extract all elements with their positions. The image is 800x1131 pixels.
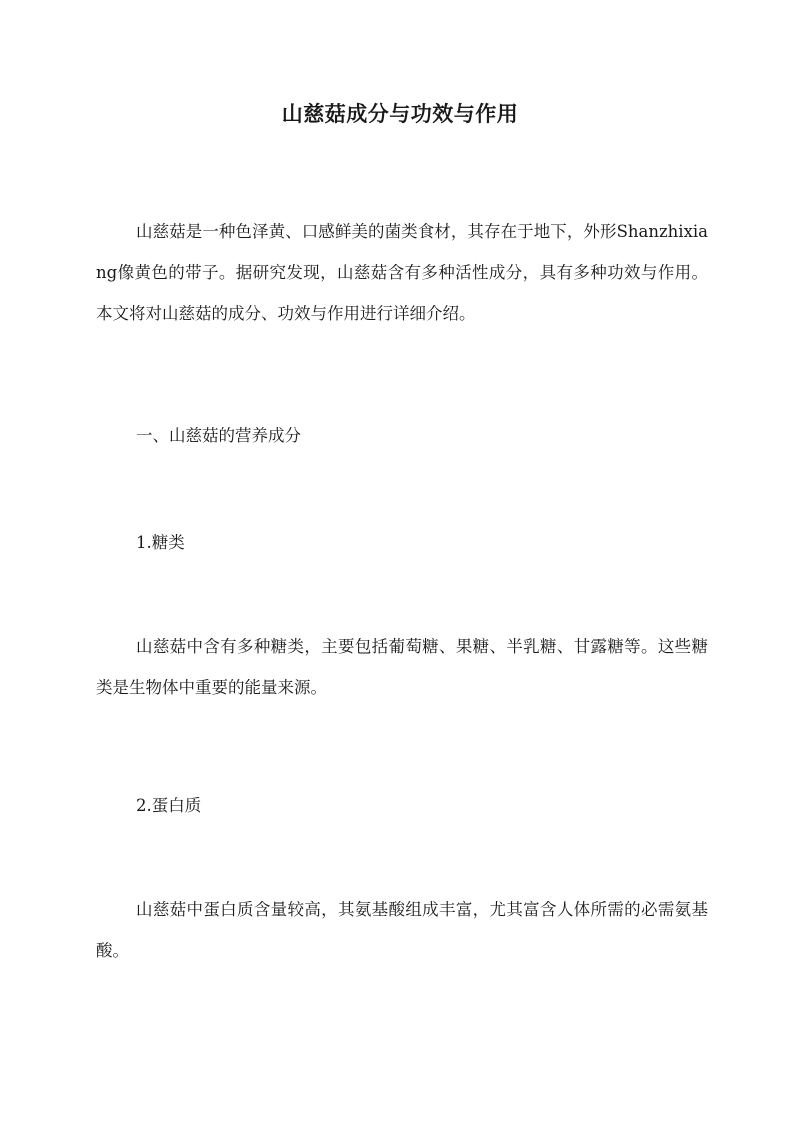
- document-title: 山慈菇成分与功效与作用: [281, 101, 519, 126]
- intro-paragraph: 山慈菇是一种色泽黄、口感鲜美的菌类食材，其存在于地下，外形Shanzhixiang像黄色的带子。据研究发现，山慈菇含有多种活性成分，具有多种功效与作用。本文将对山慈菇的成分、功效与作用进行详细介绍。: [96, 222, 708, 323]
- paragraph-protein: 山慈菇中蛋白质含量较高，其氨基酸组成丰富，尤其富含人体所需的必需氨基酸。: [96, 900, 708, 960]
- paragraph-sugars: 山慈菇中含有多种糖类，主要包括葡萄糖、果糖、半乳糖、甘露糖等。这些糖类是生物体中重要的能量来源。: [96, 637, 708, 697]
- subheading-sugars: 1.糖类: [136, 533, 185, 552]
- section-heading-nutrition: 一、山慈菇的营养成分: [136, 426, 301, 445]
- subheading-protein: 2.蛋白质: [136, 796, 202, 815]
